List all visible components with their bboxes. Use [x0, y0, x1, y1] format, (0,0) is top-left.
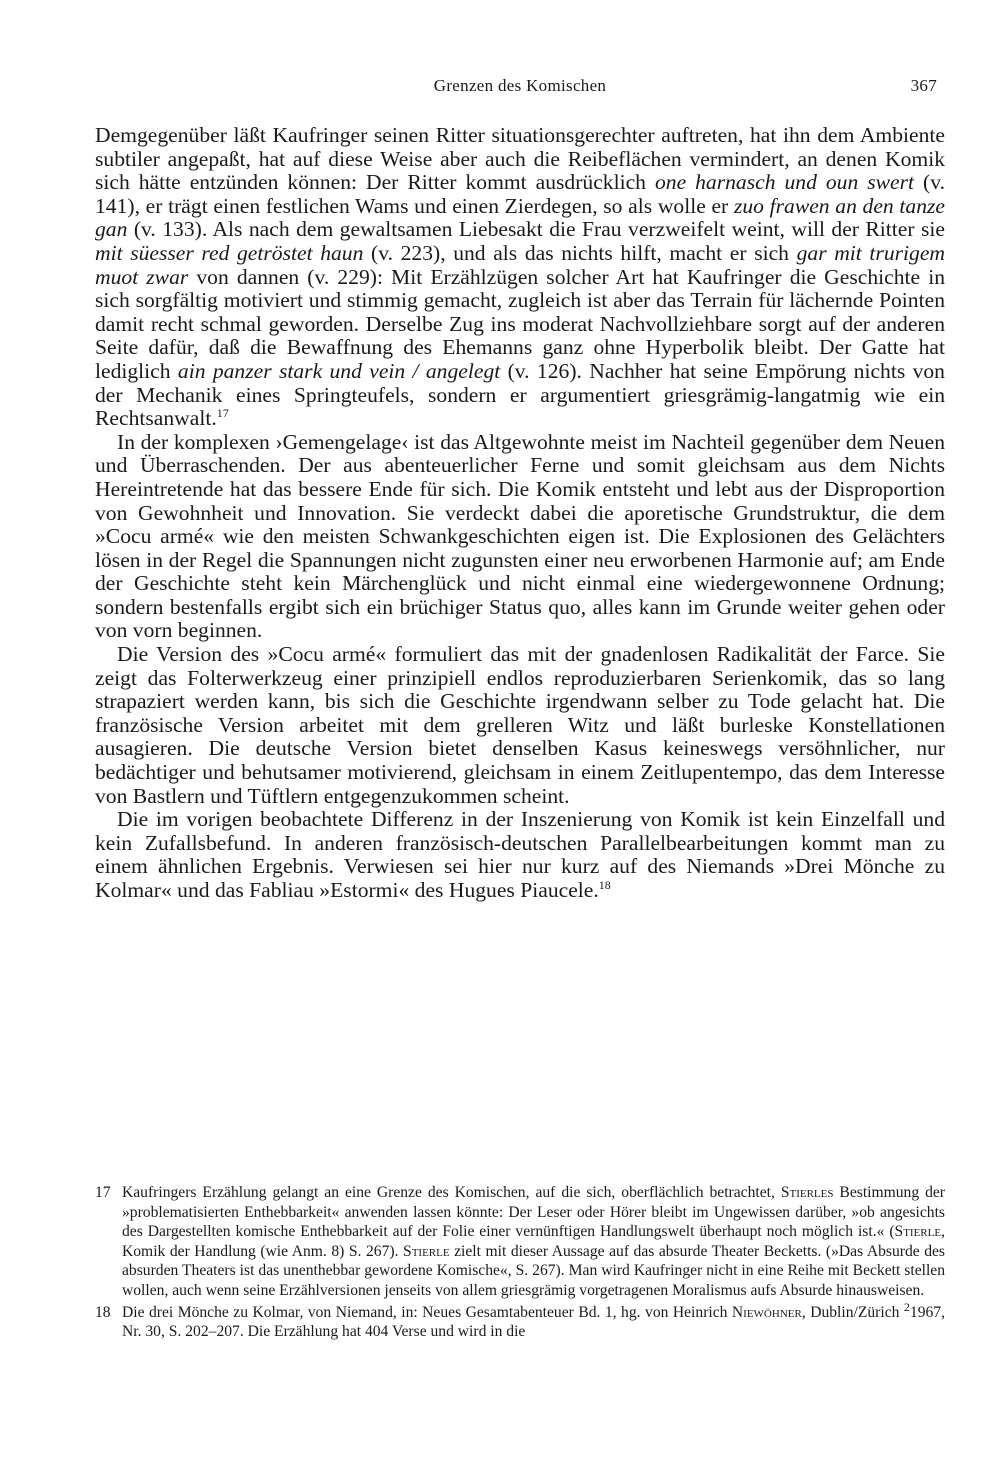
running-header: [95, 76, 945, 102]
text-run: (v. 133). Als nach dem gewaltsamen Liebesakt die Frau verzweifelt weint, will der Ritter sie: [127, 217, 945, 242]
text-run: Die Version des »Cocu armé« formuliert das mit der gnadenlosen Radikalität der Farce. Sie zeigt das Folterwerkzeug einer prinzipiell endlos reproduzierbaren Serienkomik, das so lang strapaziert werden kann, bis sich die Geschichte irgendwann selber zu Tode gelacht hat. Die französische Version arbeitet mit dem grelleren Witz und läßt burleske Konstellationen ausagieren. Die deutsche Version bietet denselben Kasus keineswegs versöhnlicher, nur bedächtiger und behutsamer motivierend, gleichsam in einem Zeitlupentempo, das dem Interesse von Bastlern und Tüftlern entgegenzukommen scheint.: [95, 642, 945, 808]
text-run: (v. 223), und als das nichts hilft, macht er sich: [363, 240, 797, 265]
edition-superscript: 2: [903, 1299, 910, 1314]
quotation-italic: zuo frawen an den tanze gan: [95, 193, 945, 242]
text-run: , Komik der Handlung (wie Anm. 8) S. 267).: [122, 1223, 945, 1260]
text-run: Die im vorigen beobachtete Differenz in der Inszenierung von Komik ist kein Einzelfall und kein Zufallsbefund. In anderen französisch-deutschen Parallelbearbeitungen kommt man zu einem ähnlichen Ergebnis. Verwiesen sei hier nur kurz auf des Niemands »Drei Mönche zu Kolmar« und das Fabliau »Estormi« des Hugues Piaucele.: [95, 807, 945, 902]
text-run: In der komplexen ›Gemengelage‹ ist das Altgewohnte meist im Nachteil gegenüber dem Neuen und Überraschenden. Der aus abenteuerlicher Ferne und somit gleichsam aus dem Nichts Hereintretende hat das bessere Ende für sich. Die Komik entsteht und lebt aus der Disproportion von Gewohnheit und Innovation. Sie verdeckt dabei die aporetische Grundstruktur, die dem »Cocu armé« wie den meisten Schwankgeschichten eigen ist. Die Explosionen des Gelächters lösen in der Regel die Spannungen nicht zugunsten einer neu erworbenen Harmonie auf; am Ende der Geschichte steht kein Märchenglück und nicht einmal eine wiedergewonnene Ordnung; sondern bestenfalls ergibt sich ein brüchiger Status quo, alles kann im Grunde weiter gehen oder von vorn beginnen.: [95, 429, 945, 643]
author-name: Stierles: [780, 1184, 834, 1201]
footnote-text: [122, 1183, 945, 1301]
quotation-italic: gar mit trurigem muot zwar: [95, 240, 945, 289]
footnote-ref[interactable]: 17: [216, 405, 229, 420]
footnote-ref[interactable]: 18: [598, 877, 611, 892]
text-run: Kaufringers Erzählung gelangt an eine Grenze des Komischen, auf die sich, oberflächlich betrachtet,: [122, 1184, 781, 1201]
page-number: 367: [910, 76, 937, 95]
paragraph: [95, 643, 945, 808]
text-run: 1967, Nr. 30, S. 202–207. Die Erzählung hat 404 Verse und wird in die: [122, 1303, 945, 1341]
text-run: Die drei Mönche zu Kolmar, von Niemand, in: Neues Gesamtabenteuer Bd. 1, hg. von Heinrich: [122, 1303, 732, 1321]
running-title: Grenzen des Komischen: [433, 76, 607, 95]
author-name: Stierle: [894, 1223, 942, 1241]
footnote-text: [122, 1299, 945, 1342]
paragraph: [95, 808, 945, 902]
text-run: Bestimmung der »problematisierten Enthebbarkeit« anwenden lassen könnte: Der Leser oder Hörer bleibt im Ungewissen darüber, »ob angesichts des Dargestellten komische Enthebbarkeit auf der Folie einer vernünftigen Handlungswelt überhaupt noch möglich ist.« (: [122, 1184, 945, 1241]
footnote: [95, 1299, 945, 1342]
footnote-number: 17: [95, 1184, 111, 1201]
text-run: (v. 126). Nachher hat seine Empörung nichts von der Mechanik eines Springteufels, sondern er argumentiert griesgrämig-langatmig wie ein Rechtsanwalt.: [95, 358, 945, 431]
footnotes: [95, 1183, 945, 1344]
paragraph: [95, 124, 945, 431]
author-name: Niewöhner: [731, 1303, 802, 1321]
text-run: Demgegenüber läßt Kaufringer seinen Ritter situationsgerechter auftreten, hat ihn dem Ambiente subtiler angepaßt, hat auf diese Weise aber auch die Reibeflächen vermindert, an denen Komik sich hätte entzünden können: Der Ritter kommt ausdrücklich: [95, 123, 945, 195]
paragraph: [95, 431, 945, 643]
main-text: [95, 124, 945, 903]
author-name: Stierle: [403, 1242, 450, 1260]
footnote-number: 18: [95, 1303, 111, 1321]
text-run: zielt mit dieser Aussage auf das absurde Theater Becketts. (»Das Absurde des absurden Theaters ist das unenthebbar gewordene Komische«, S. 267). Man wird Kaufringer nicht in eine Reihe mit Beckett stellen wollen, auch wenn seine Erzählversionen jenseits von allem griesgrämig vorgetragenen Moralismus aufs Absurde hinausweisen.: [122, 1242, 945, 1299]
footnote: [95, 1183, 945, 1301]
text-run: von dannen (v. 229): Mit Erzählzügen solcher Art hat Kaufringer die Geschichte in sich sorgfältig motiviert und stimmig gemacht, zugleich ist aber das Terrain für lächernde Pointen damit recht schmal geworden. Derselbe Zug ins moderat Nachvollziehbare sorgt auf der anderen Seite dafür, daß die Bewaffnung des Ehemanns ganz ohne Hyperbolik bleibt. Der Gatte hat lediglich: [95, 264, 945, 383]
quotation-italic: ain panzer stark und vein / angelegt: [177, 358, 501, 383]
text-run: , Dublin/Zürich: [801, 1303, 904, 1321]
quotation-italic: one harnasch und oun swert: [654, 170, 915, 195]
quotation-italic: mit süesser red getröstet haun: [95, 240, 364, 265]
text-run: (v. 141), er trägt einen festlichen Wams und einen Zierdegen, so als wolle er: [95, 170, 945, 218]
